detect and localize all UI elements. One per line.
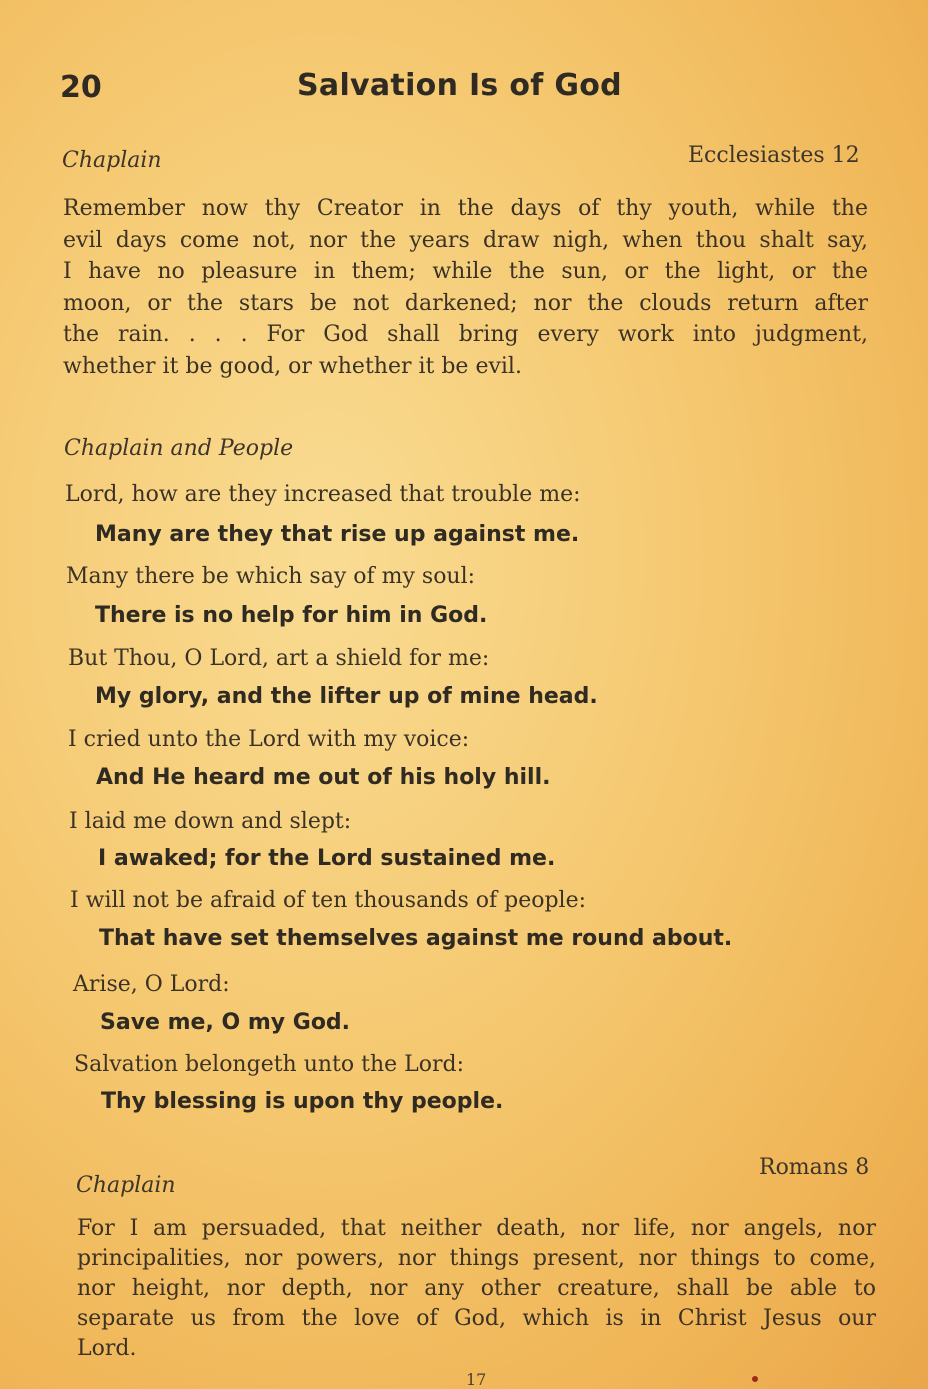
reading-line: nor height, nor depth, nor any other creature, shall be able to bbox=[77, 1276, 876, 1301]
verse-response: That have set themselves against me round about. bbox=[99, 926, 733, 951]
speaker-label-chaplain-and-people: Chaplain and People bbox=[64, 436, 294, 461]
scripture-reference-ecclesiastes: Ecclesiastes 12 bbox=[688, 143, 860, 168]
verse-response: My glory, and the lifter up of mine head. bbox=[95, 684, 598, 709]
reading-line: I have no pleasure in them; while the sun, or the light, or the bbox=[63, 259, 868, 284]
reading-line: principalities, nor powers, nor things present, nor things to come, bbox=[77, 1246, 876, 1271]
reading-line: moon, or the stars be not darkened; nor the clouds return after bbox=[63, 290, 868, 316]
reading-line: evil days come not, nor the years draw nigh, when thou shalt say, bbox=[63, 227, 868, 253]
verse-response: And He heard me out of his holy hill. bbox=[96, 765, 551, 790]
reading-line: separate us from the love of God, which is in Christ Jesus our bbox=[77, 1306, 876, 1331]
reading-ecclesiastes bbox=[63, 193, 868, 382]
page-title: Salvation Is of God bbox=[297, 68, 622, 103]
reading-line: Remember now thy Creator in the days of thy youth, while the bbox=[63, 196, 868, 221]
speaker-label-chaplain: Chaplain bbox=[62, 148, 162, 173]
verse-call: But Thou, O Lord, art a shield for me: bbox=[68, 646, 490, 671]
verse-response: Many are they that rise up against me. bbox=[95, 522, 580, 547]
reading-line: Lord. bbox=[77, 1336, 137, 1361]
reading-romans bbox=[77, 1214, 876, 1364]
ink-spot bbox=[752, 1376, 758, 1382]
reading-line: For I am persuaded, that neither death, nor life, nor angels, nor bbox=[77, 1216, 876, 1241]
speaker-label-chaplain: Chaplain bbox=[76, 1173, 176, 1198]
reading-line: the rain. . . . For God shall bring every work into judgment, bbox=[63, 322, 868, 347]
verse-response: Save me, O my God. bbox=[100, 1010, 351, 1035]
verse-call: Arise, O Lord: bbox=[73, 972, 230, 997]
reading-line: whether it be good, or whether it be evil. bbox=[63, 353, 522, 379]
scripture-reference-romans: Romans 8 bbox=[759, 1155, 870, 1180]
page-number: 20 bbox=[60, 70, 102, 105]
folio-number: 17 bbox=[466, 1370, 487, 1389]
verse-call: I will not be afraid of ten thousands of people: bbox=[70, 888, 587, 913]
verse-call: Lord, how are they increased that trouble me: bbox=[65, 482, 581, 507]
verse-call: Many there be which say of my soul: bbox=[66, 564, 476, 589]
verse-response: I awaked; for the Lord sustained me. bbox=[98, 846, 556, 871]
verse-response: Thy blessing is upon thy people. bbox=[101, 1089, 504, 1114]
verse-call: I cried unto the Lord with my voice: bbox=[68, 727, 470, 752]
verse-call: Salvation belongeth unto the Lord: bbox=[74, 1052, 465, 1077]
verse-call: I laid me down and slept: bbox=[69, 809, 352, 834]
verse-response: There is no help for him in God. bbox=[95, 603, 488, 628]
